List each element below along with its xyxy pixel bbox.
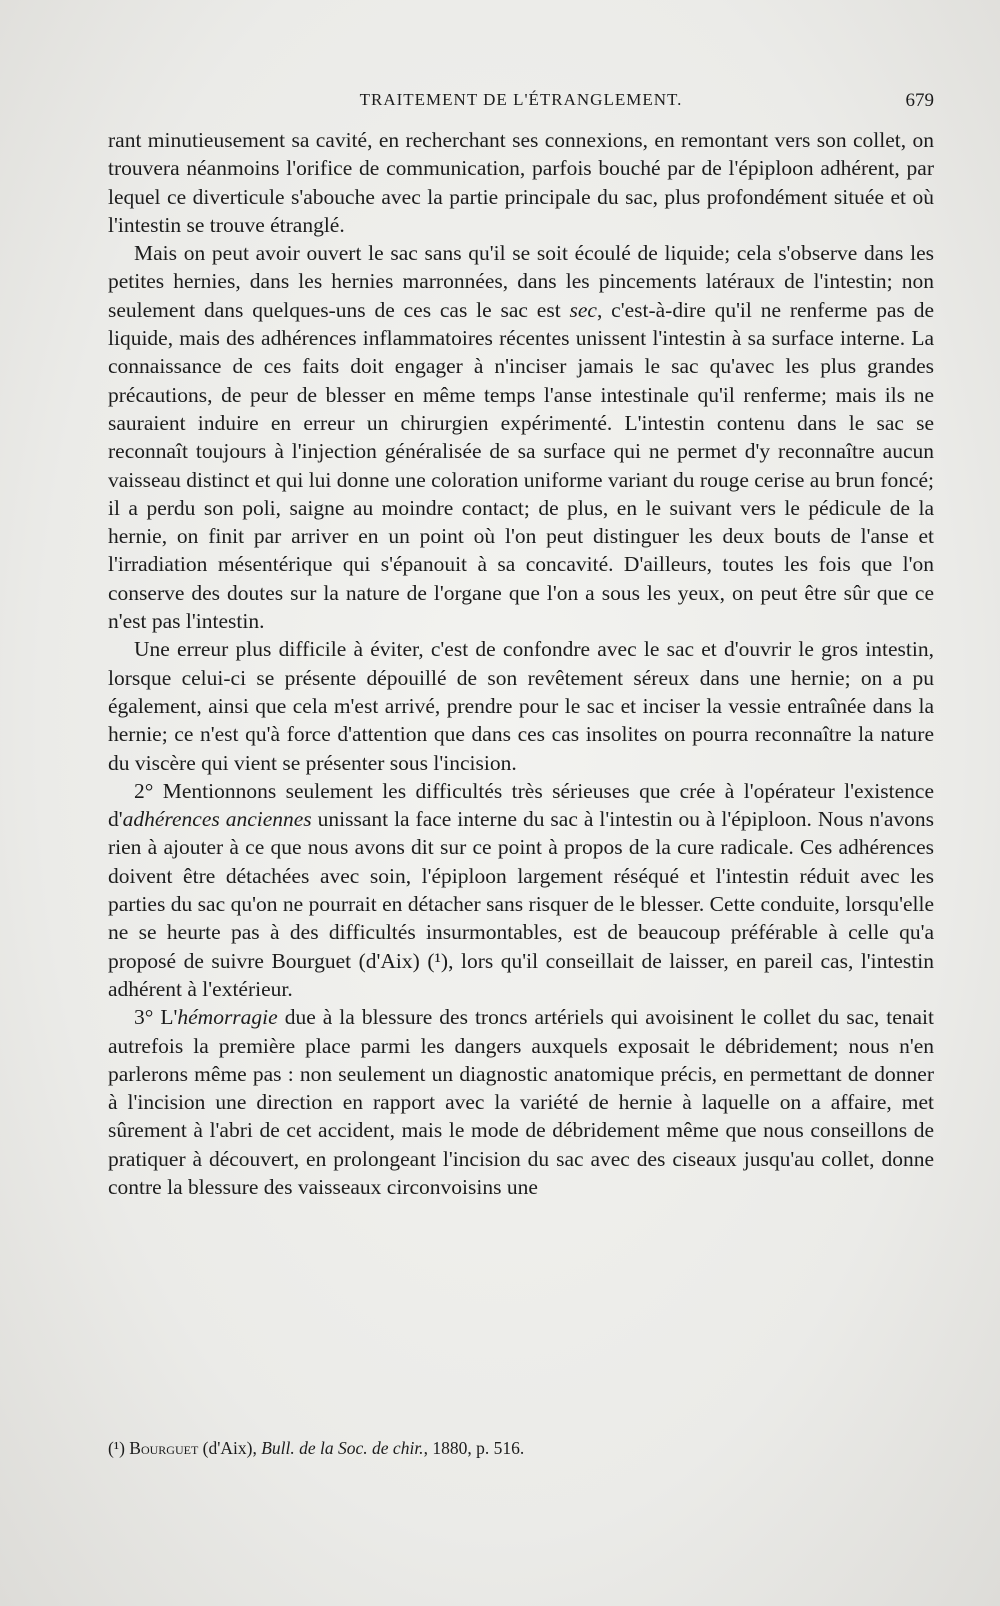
footnote [108, 1437, 934, 1459]
footnote-reference: (¹) [427, 948, 449, 973]
running-head [108, 90, 934, 114]
running-title: TRAITEMENT DE L'ÉTRANGLEMENT. [359, 90, 683, 109]
paragraph-2-text-b: , c'est-à-dire qu'il ne renferme pas de liquide, mais des adhérences inflammatoires récentes unissent l'intestin à sa surface interne. La connaissance de ces faits doit engager à n'inciser jamais le sac qu'avec les plus grandes précautions, de peur de blesser en même temps l'anse intestinale qu'il renferme; mais ils ne sauraient induire en erreur un chirurgien expérimenté. L'intestin contenu dans le sac se reconnaît toujours à l'injection généralisée de sa surface qui ne permet d'y reconnaître aucun vaisseau distinct et qui lui donne une coloration uniforme variant du rouge cerise au brun foncé; il a perdu son poli, saigne au moindre contact; de plus, en le suivant vers le pédicule de la hernie, on finit par arriver en un point où l'on peut distinguer les deux bouts de l'anse et l'irradiation mésentérique qui s'épanouit à sa concavité. D'ailleurs, toutes les fois que l'on conserve des doutes sur la nature de l'organe que l'on a sous les yeux, on peut être sûr que ce n'est pas l'intestin. [108, 297, 935, 634]
body-text [108, 126, 934, 1201]
paragraph-1-text: rant minutieusement sa cavité, en recherchant ses connexions, en remontant vers son collet, on trouvera néanmoins l'orifice de communication, parfois bouché par de l'épiploon adhérent, par lequel ce diverticule s'abouche avec la partie principale du sac, plus profondément située et où l'intestin se trouve étranglé. [108, 128, 934, 237]
page-number: 679 [905, 90, 934, 111]
paragraph-1 [108, 126, 934, 239]
footnote-journal: Bull. de la Soc. de chir. [261, 1438, 424, 1458]
paragraph-2-text-a: Mais on peut avoir ouvert le sac sans qu'il se soit écoulé de liquide; cela s'observe dans les petites hernies, dans les hernies marronnées, dans les pincements latéraux de l'intestin; non seulement dans quelques-uns de ces cas le sac est [108, 241, 934, 322]
paragraph-4-text-a: 2° Mentionnons seulement les difficultés très sérieuses que crée à l'opérateur l'existence d' [108, 778, 934, 832]
paragraph-3 [108, 635, 934, 776]
paragraph-5-emphasis: hémorragie [177, 1005, 278, 1030]
paragraph-4-text-b: unissant la face interne du sac à l'intestin ou à l'épiploon. Nous n'avons rien à ajouter à ce que nous avons dit sur ce point à propos de la cure radicale. Ces adhérences doivent être détachées avec soin, l'épiploon largement réséqué et l'intestin réduit avec les parties du sac qu'on ne pourrait en détacher sans risquer de le blesser. Cette conduite, lorsqu'elle ne se heurte pas à des difficultés insurmontables, est de beaucoup préférable à celle qu'a proposé de suivre Bourguet (d'Aix) [108, 807, 935, 973]
paragraph-3-text: Une erreur plus difficile à éviter, c'est de confondre avec le sac et d'ouvrir le gros intestin, lorsque celui-ci se présente dépouillé de son revêtement séreux dans une hernie; on a pu également, ainsi que cela m'est arrivé, prendre pour le sac et inciser la vessie entraînée dans la hernie; ce n'est qu'à force d'attention que dans ces cas insolites on pourra reconnaître la nature du viscère qui vient se présenter sous l'incision. [108, 637, 934, 775]
paragraph-2-emphasis: sec [569, 297, 597, 322]
paragraph-5 [108, 1003, 934, 1201]
paragraph-4-text-c: , lors qu'il conseillait de laisser, en pareil cas, l'intestin adhérent à l'extérieur. [108, 948, 934, 1001]
paragraph-4-emphasis: adhérences anciennes [122, 807, 312, 832]
paragraph-5-text-b: due à la blessure des troncs artériels qui avoisinent le collet du sac, tenait autrefois la première place parmi les dangers auxquels exposait le débridement; nous n'en parlerons même pas : non seulement un diagnostic anatomique précis, en permettant de donner à l'incision une direction en rapport avec la variété de hernie à laquelle on a affaire, met sûrement à l'abri de cet accident, mais le mode de débridement même que nous conseillons de pratiquer à découvert, en prolongeant l'incision du sac avec des ciseaux jusqu'au collet, donne contre la blessure des vaisseaux circonvoisins une [108, 1005, 934, 1199]
footnote-author-suffix: (d'Aix), [198, 1438, 262, 1458]
footnote-marker: (¹) [108, 1438, 125, 1458]
footnote-rest: , 1880, p. 516. [423, 1438, 525, 1458]
footnote-author: Bourguet [129, 1438, 199, 1458]
paragraph-4 [108, 777, 934, 1003]
paragraph-5-text-a: 3° L' [134, 1005, 178, 1030]
paragraph-2 [108, 239, 934, 635]
